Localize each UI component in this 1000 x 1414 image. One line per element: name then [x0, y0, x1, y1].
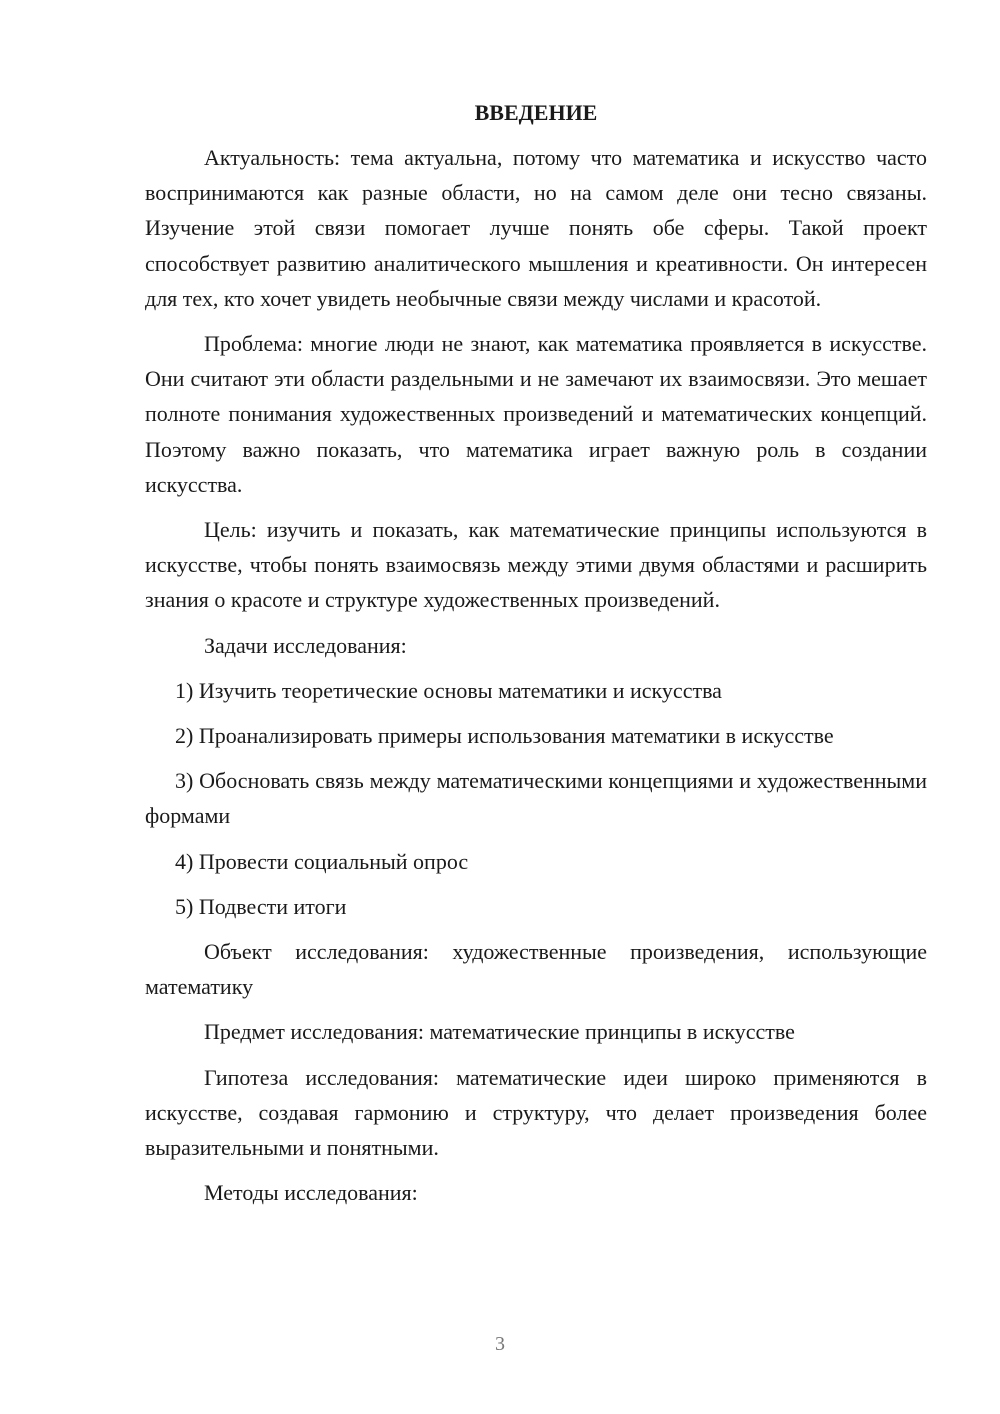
paragraph-goal: Цель: изучить и показать, как математические принципы используются в искусстве, чтобы понять взаимосвязь между этими двумя областями и расширить знания о красоте и структуре художественных произведений.: [145, 517, 927, 613]
paragraph-object: Объект исследования: художественные произведения, использующие математику: [145, 939, 927, 1000]
page-number: 3: [495, 1333, 505, 1355]
paragraph-problem: Проблема: многие люди не знают, как математика проявляется в искусстве. Они считают эти области раздельными и не замечают их взаимосвязи. Это мешает полноте понимания художественных произведений и математических концепций. Поэтому важно показать, что математика играет важную роль в создании искусства.: [145, 331, 927, 497]
list-item: 2) Проанализировать примеры использования математики в искусстве: [175, 723, 834, 749]
list-item: 1) Изучить теоретические основы математики и искусства: [175, 677, 722, 703]
list-item: 3) Обосновать связь между математическими концепциями и художественными формами: [145, 768, 927, 829]
paragraph-relevance: Актуальность: тема актуальна, потому что математика и искусство часто воспринимаются как разные области, но на самом деле они тесно связаны. Изучение этой связи помогает лучше понять обе сферы. Такой проект способствует развитию аналитического мышления и креативности. Он интересен для тех, кто хочет увидеть необычные связи между числами и красотой.: [145, 145, 927, 311]
page-title: ВВЕДЕНИЕ: [474, 100, 598, 125]
paragraph-subject: Предмет исследования: математические принципы в искусстве: [204, 1019, 795, 1045]
document-page: [145, 95, 927, 1220]
tasks-heading: Задачи исследования:: [204, 632, 407, 658]
methods-heading: Методы исследования:: [204, 1180, 418, 1206]
paragraph-hypothesis: Гипотеза исследования: математические идеи широко применяются в искусстве, создавая гармонию и структуру, что делает произведения более выразительными и понятными.: [145, 1064, 927, 1161]
list-item: 4) Провести социальный опрос: [175, 848, 469, 874]
list-item: 5) Подвести итоги: [175, 893, 347, 919]
